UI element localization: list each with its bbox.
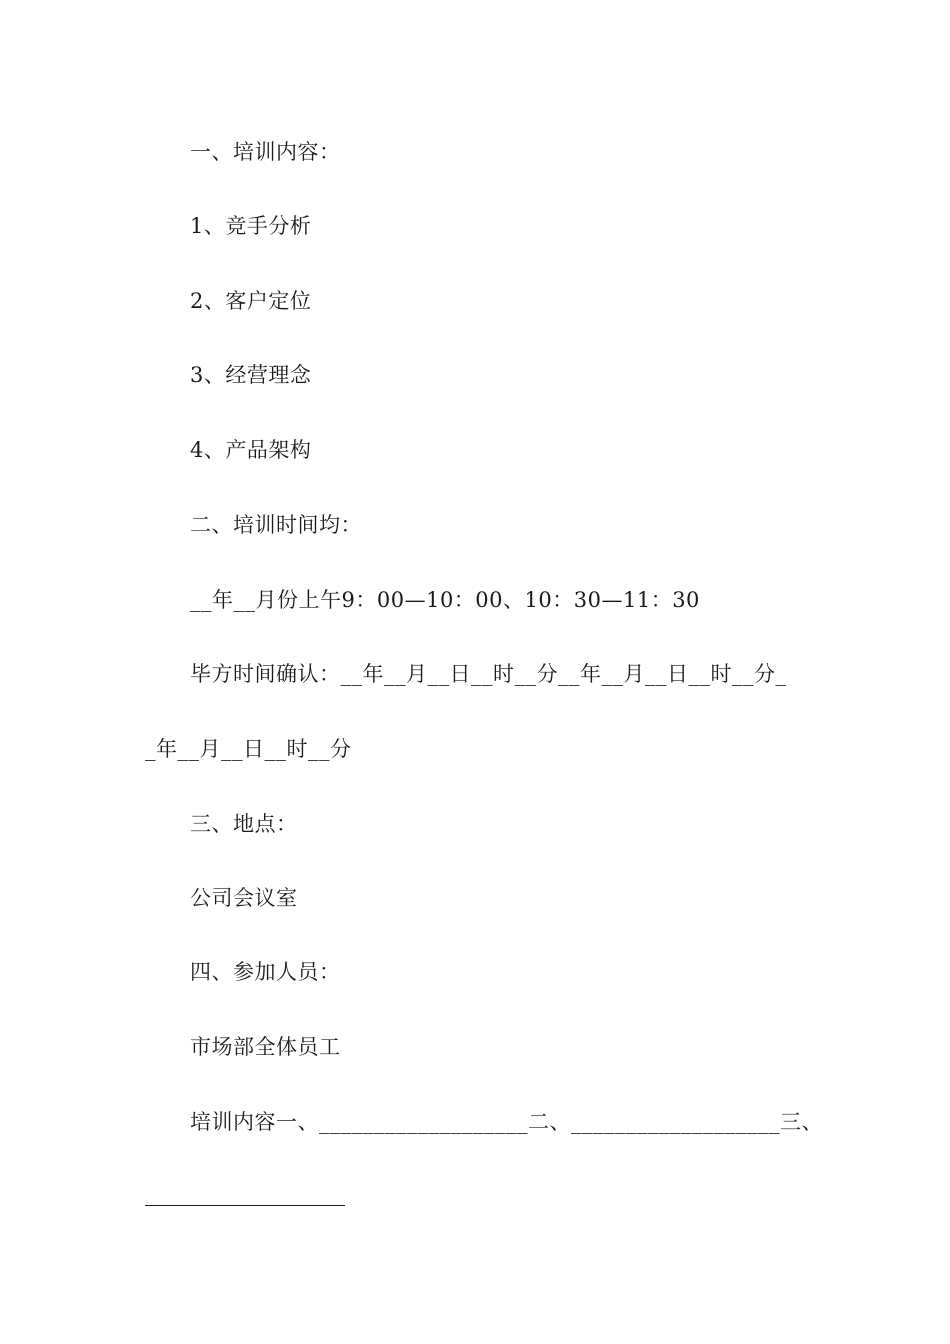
section-heading-location: 三、地点： bbox=[190, 812, 298, 836]
content-item-4: 4、产品架构 bbox=[190, 438, 312, 462]
blank-underline bbox=[145, 1205, 345, 1206]
time-confirmation-continuation: _年__月__日__时__分 bbox=[145, 737, 352, 761]
section-heading-time: 二、培训时间均： bbox=[190, 513, 362, 537]
time-schedule-line: __年__月份上午9：00—10：00、10：30—11：30 bbox=[190, 588, 700, 612]
time-confirmation-line: 毕方时间确认：__年__月__日__时__分__年__月__日__时__分_ bbox=[190, 662, 787, 686]
attendees-value: 市场部全体员工 bbox=[190, 1035, 341, 1059]
content-item-1: 1、竞手分析 bbox=[190, 214, 312, 238]
location-value: 公司会议室 bbox=[190, 886, 298, 910]
section-heading-content: 一、培训内容： bbox=[190, 140, 341, 164]
content-item-3: 3、经营理念 bbox=[190, 363, 312, 387]
section-heading-attendees: 四、参加人员： bbox=[190, 960, 341, 984]
content-item-2: 2、客户定位 bbox=[190, 289, 312, 313]
training-content-blanks: 培训内容一、___________________二、___________________三、 bbox=[190, 1110, 823, 1134]
